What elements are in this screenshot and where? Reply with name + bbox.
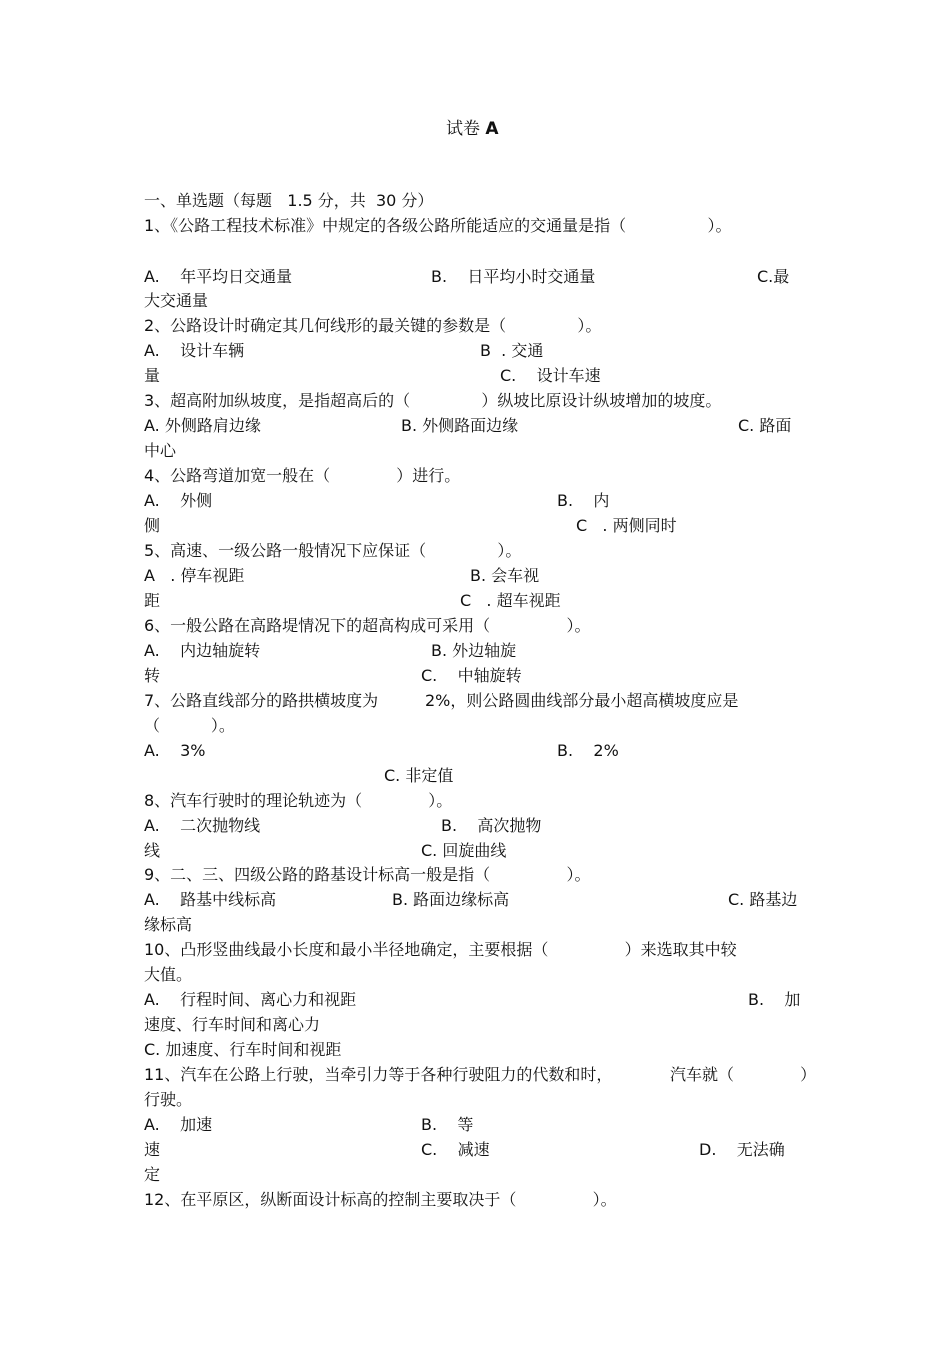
question-4: 4、公路弯道加宽一般在（ ）进行。 [144, 466, 461, 485]
q1-option-c-cont: 大交通量 [144, 291, 209, 310]
q3-option-c: C. 路面 [738, 416, 792, 435]
q2-option-b: B . 交通 [480, 341, 544, 360]
q2-option-c: C. 设计车速 [500, 366, 601, 385]
q9-option-c: C. 路基边 [728, 890, 798, 909]
section-heading: 一、单选题（每题 1.5 分，共 30 分） [144, 191, 434, 210]
q4-option-b-cont: 侧 [144, 516, 161, 535]
q11-option-d-cont: 定 [144, 1165, 161, 1184]
q3-option-c-cont: 中心 [144, 441, 177, 460]
q9-option-b: B. 路面边缘标高 [392, 890, 510, 909]
question-7-blank: （ ）。 [144, 716, 235, 735]
q9-option-c-cont: 缘标高 [144, 915, 193, 934]
q8-option-b-cont: 线 [144, 841, 161, 860]
q6-option-c: C. 中轴旋转 [421, 666, 522, 685]
title-letter: A [485, 119, 499, 139]
q4-option-c: C . 两侧同时 [576, 516, 677, 535]
q7-option-c: C. 非定值 [384, 766, 454, 785]
q1-option-b: B. 日平均小时交通量 [431, 267, 596, 286]
q8-option-b: B. 高次抛物 [441, 816, 542, 835]
question-2: 2、公路设计时确定其几何线形的最关键的参数是（ ）。 [144, 316, 602, 335]
q11-option-c: C. 减速 [421, 1140, 490, 1159]
q3-option-b: B. 外侧路面边缘 [401, 416, 519, 435]
q10-option-b: B. 加 [748, 990, 801, 1009]
question-5: 5、高速、一级公路一般情况下应保证（ ）。 [144, 541, 522, 560]
q6-option-b-cont: 转 [144, 666, 161, 685]
question-6: 6、一般公路在高路堤情况下的超高构成可采用（ ）。 [144, 616, 591, 635]
question-12: 12、在平原区，纵断面设计标高的控制主要取决于（ ）。 [144, 1190, 617, 1209]
q1-option-a: A. 年平均日交通量 [144, 267, 293, 286]
q10-option-a: A. 行程时间、离心力和视距 [144, 990, 357, 1009]
question-9: 9、二、三、四级公路的路基设计标高一般是指（ ）。 [144, 865, 591, 884]
q4-option-a: A. 外侧 [144, 491, 213, 510]
q7-option-b: B. 2% [557, 741, 619, 760]
title-text: 试卷 [446, 119, 480, 139]
q1-option-c: C.最 [757, 267, 790, 286]
question-7: 7、公路直线部分的路拱横坡度为 [144, 691, 379, 710]
question-11: 11、汽车在公路上行驶，当牵引力等于各种行驶阻力的代数和时， [144, 1065, 613, 1084]
exam-title [446, 118, 499, 140]
q8-option-a: A. 二次抛物线 [144, 816, 261, 835]
q9-option-a: A. 路基中线标高 [144, 890, 277, 909]
q3-option-a: A. 外侧路肩边缘 [144, 416, 261, 435]
question-8: 8、汽车行驶时的理论轨迹为（ ）。 [144, 791, 453, 810]
question-10: 10、凸形竖曲线最小长度和最小半径地确定，主要根据（ ）来选取其中较 [144, 940, 737, 959]
q8-option-c: C. 回旋曲线 [421, 841, 507, 860]
question-3: 3、超高附加纵坡度，是指超高后的（ ）纵坡比原设计纵坡增加的坡度。 [144, 391, 722, 410]
question-11-cont: 行驶。 [144, 1090, 193, 1109]
q11-option-b: B. 等 [421, 1115, 474, 1134]
q5-option-a: A . 停车视距 [144, 566, 245, 585]
q11-option-b-cont: 速 [144, 1140, 161, 1159]
q10-option-c: C. 加速度、行车时间和视距 [144, 1040, 342, 1059]
q6-option-b: B. 外边轴旋 [431, 641, 517, 660]
q11-option-a: A. 加速 [144, 1115, 213, 1134]
q10-option-b-cont: 速度、行车时间和离心力 [144, 1015, 321, 1034]
q5-option-b-cont: 距 [144, 591, 161, 610]
question-7-cont: 2%，则公路圆曲线部分最小超高横坡度应是 [425, 691, 739, 710]
q7-option-a: A. 3% [144, 741, 206, 760]
question-11-blank: 汽车就（ ） [670, 1065, 817, 1084]
q6-option-a: A. 内边轴旋转 [144, 641, 261, 660]
question-10-cont: 大值。 [144, 965, 193, 984]
q2-option-b-cont: 量 [144, 366, 161, 385]
q5-option-b: B. 会车视 [470, 566, 540, 585]
q4-option-b: B. 内 [557, 491, 610, 510]
question-1: 1、《公路工程技术标准》中规定的各级公路所能适应的交通量是指（ ）。 [144, 216, 732, 235]
q5-option-c: C . 超车视距 [460, 591, 561, 610]
q2-option-a: A. 设计车辆 [144, 341, 245, 360]
q11-option-d: D. 无法确 [699, 1140, 785, 1159]
